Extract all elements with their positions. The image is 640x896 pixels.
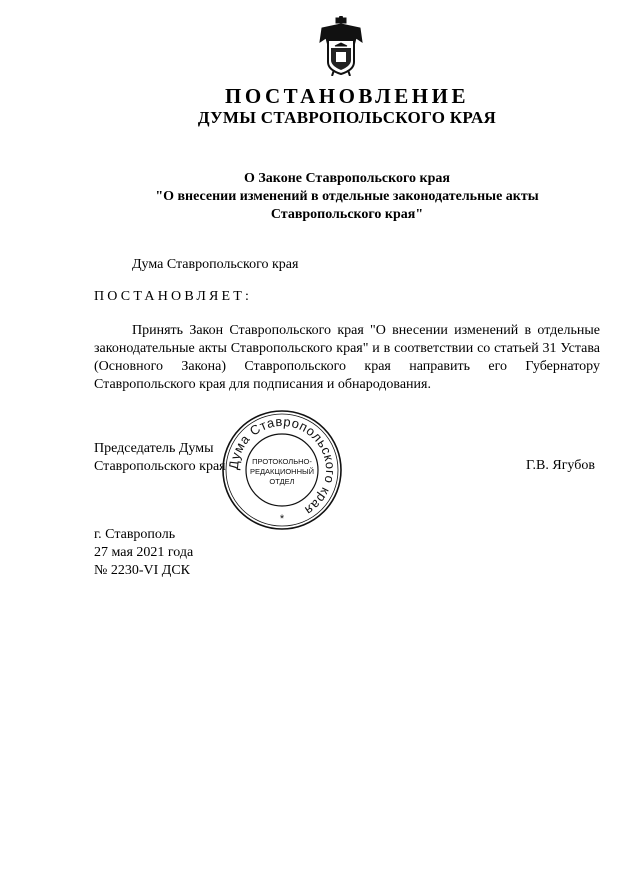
law-title-line-3: Ставропольского края" — [270, 207, 424, 222]
law-title — [0, 170, 640, 224]
footer-city: г. Ставрополь — [94, 527, 176, 542]
signatory-position-line-1: Председатель Думы — [94, 441, 214, 456]
footer-date: 27 мая 2021 года — [94, 545, 194, 560]
stamp-center-line-3: ОТДЕЛ — [269, 477, 295, 486]
resolves-heading: ПОСТАНОВЛЯЕТ: — [94, 289, 253, 304]
stamp-star-icon: * — [279, 513, 285, 525]
signatory-position — [94, 440, 226, 476]
signatory-position-line-2: Ставропольского края — [94, 459, 226, 474]
document-footer — [94, 526, 193, 580]
document-subtitle: ДУМЫ СТАВРОПОЛЬСКОГО КРАЯ — [197, 108, 497, 127]
document-title: ПОСТАНОВЛЕНИЕ — [225, 84, 469, 108]
law-title-line-2: "О внесении изменений в отдельные законодательные акты — [155, 189, 539, 204]
signatory-name: Г.В. Ягубов — [526, 458, 595, 473]
coat-of-arms-emblem — [318, 16, 364, 76]
stamp-center-line-2: РЕДАКЦИОННЫЙ — [249, 467, 315, 476]
resolution-text: Принять Закон Ставропольского края "О внесении изменений в отдельные законодательные акты Ставропольского края" и в соответствии со статьей 31 Устава (Основного Закона) Ставропольского края направить его Губернатору Ставропольского края для подписания и обнародования. — [94, 323, 600, 392]
issuing-body: Дума Ставропольского края — [132, 257, 299, 272]
stamp-ring-text: Дума Ставропольского края — [225, 413, 339, 519]
official-stamp — [220, 408, 344, 532]
footer-number: № 2230-VI ДСК — [94, 563, 191, 578]
law-title-line-1: О Законе Ставропольского края — [244, 171, 450, 186]
stamp-center-line-1: ПРОТОКОЛЬНО- — [252, 457, 312, 466]
